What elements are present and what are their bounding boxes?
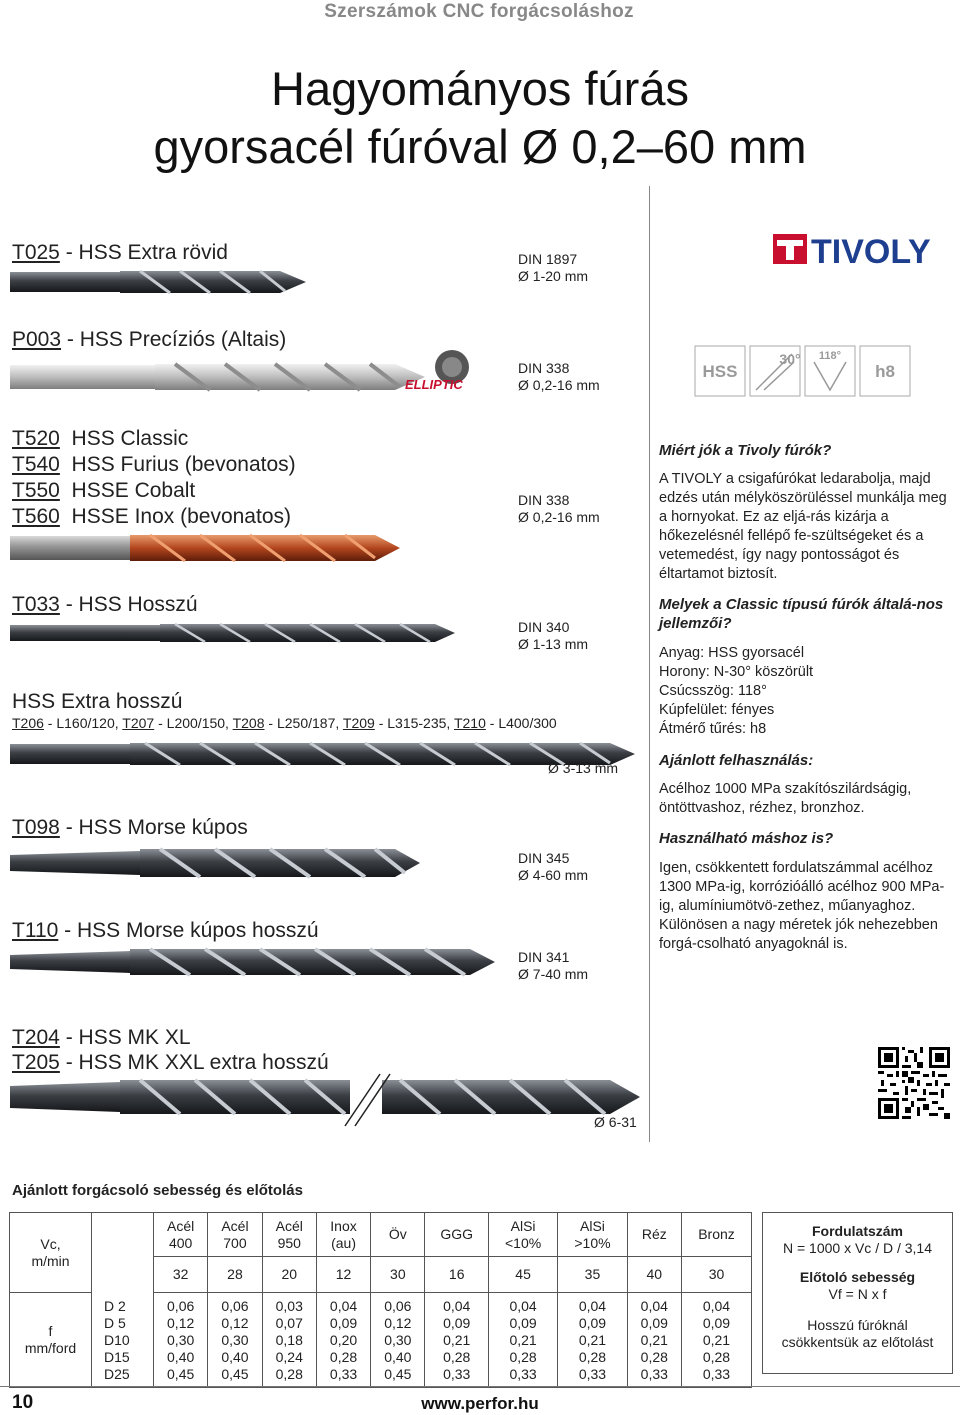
vc-value: 20 (262, 1257, 316, 1293)
page-number: 10 (12, 1392, 34, 1413)
tivoly-mark-icon (773, 232, 948, 266)
groove-angle-label: 30° (779, 351, 801, 367)
info-answer-1: A TIVOLY a csigafúrókat ledarabolja, majd edzés után mélyköszörüléssel munkálja meg a hornyokat. Ez az eljá-rás kizárja a hőkezelésnél fellépő fe-szültségeket és a vetemedést, így nagy pontosságot és éltartamot biztosít. (659, 471, 947, 582)
t098-diameter: Ø 4-60 mm (518, 867, 589, 883)
t560-line (12, 504, 296, 530)
product-name: - HSS Morse kúpos hosszú (58, 919, 319, 942)
variant-code: T210 (453, 715, 486, 731)
drill-image-extra-long (10, 737, 635, 771)
product-t033-title (12, 592, 198, 618)
feed-cell: 0,03 0,07 0,18 0,24 0,28 (262, 1293, 316, 1388)
info-answer-3: Acélhoz 1000 MPa szakítószilárdságig, öntöttvashoz, rézhez, bronzhoz. (659, 781, 912, 816)
material-header: AlSi >10% (558, 1213, 627, 1257)
t098-din: DIN 345 (518, 850, 570, 866)
title-line-2: gyorsacél fúróval Ø 0,2–60 mm (153, 120, 807, 173)
feed-cell: 0,06 0,12 0,30 0,40 0,45 (208, 1293, 262, 1388)
product-name: - HSS Extra rövid (59, 241, 228, 264)
variant-code: T206 (12, 715, 44, 731)
t550-line (12, 478, 296, 504)
drill-image-t205 (10, 1070, 640, 1128)
product-code: T098 (12, 816, 60, 839)
footer-rule (0, 1386, 960, 1387)
info-question-2: Melyek a Classic típusú fúrók általá-nos jellemzői? (659, 596, 944, 632)
diameter-value: D 5 (104, 1315, 126, 1331)
vc-value: 35 (558, 1257, 627, 1293)
vc-value: 32 (154, 1257, 208, 1293)
info-answer-4: Igen, csökkentett fordulatszámmal acélhoz 1300 MPa-ig, korrózióálló acélhoz 900 MPa-ig, alumíniumötvö-zethez, műanyaghoz. Különösen a nagy méretek jók nehezebben forgá-csolható anyagoknál is. (659, 860, 945, 952)
product-p003-title (12, 327, 286, 353)
product-name: HSS Classic (59, 427, 189, 450)
vc-value: 45 (488, 1257, 557, 1293)
title-line-1: Hagyományos fúrás (271, 62, 689, 115)
elliptic-logo-text: ELLIPTIC (405, 377, 463, 392)
feed-cell: 0,04 0,09 0,21 0,28 0,33 (488, 1293, 557, 1388)
vc-label: Vc, m/min (10, 1213, 92, 1293)
vc-value: 12 (316, 1257, 370, 1293)
product-code: T205 (12, 1051, 60, 1074)
material-header: Acél 950 (262, 1213, 316, 1257)
extra-long-variants (12, 715, 557, 732)
diameter-column (92, 1213, 154, 1388)
product-code: T560 (12, 505, 60, 528)
t520-line (12, 426, 296, 452)
t025-din: DIN 1897 (518, 251, 578, 267)
variant-size: - L160/120, (43, 715, 123, 731)
feed-label: f mm/ford (10, 1293, 92, 1388)
rpm-title: Fordulatszám (811, 1223, 903, 1239)
extra-long-diameter: Ø 3-13 mm (548, 760, 619, 776)
product-code: T550 (12, 479, 60, 502)
info-question-1: Miért jók a Tivoly fúrók? (659, 442, 832, 459)
product-code: P003 (12, 328, 62, 351)
product-name: HSS Furius (bevonatos) (59, 453, 296, 476)
feature-icons (694, 344, 948, 400)
cutting-table (9, 1212, 752, 1388)
product-t025-title (12, 240, 228, 266)
feed-cell: 0,06 0,12 0,30 0,40 0,45 (154, 1293, 208, 1388)
material-header: GGG (425, 1213, 488, 1257)
info-question-3: Ajánlott felhasználás: (659, 752, 814, 769)
vc-value: 28 (208, 1257, 262, 1293)
t033-din: DIN 340 (518, 619, 570, 635)
product-name: - HSS Precíziós (Altais) (61, 328, 287, 351)
elliptic-logo (405, 347, 485, 395)
hss-icon-label: HSS (702, 362, 738, 381)
spec-line: Átmérő tűrés: h8 (659, 721, 767, 737)
variant-size: - L315-235, (374, 715, 454, 731)
vc-value: 30 (371, 1257, 425, 1293)
drill-image-t033 (10, 619, 455, 647)
drill-image-t025 (10, 267, 306, 297)
feed-cell: 0,04 0,09 0,21 0,28 0,33 (558, 1293, 627, 1388)
diameter-value: D15 (104, 1349, 130, 1365)
column-divider (649, 186, 650, 1142)
footer-url[interactable]: www.perfor.hu (421, 1394, 539, 1413)
product-code: T540 (12, 453, 60, 476)
spec-line: Kúpfelület: fényes (659, 702, 775, 718)
material-header: Acél 700 (208, 1213, 262, 1257)
spec-line: Anyag: HSS gyorsacél (659, 645, 805, 661)
product-t5xx-list (12, 426, 296, 530)
material-header: Inox (au) (316, 1213, 370, 1257)
feed-cell: 0,04 0,09 0,21 0,28 0,33 (681, 1293, 751, 1388)
feed-cell: 0,04 0,09 0,20 0,28 0,33 (316, 1293, 370, 1388)
variant-size: - L250/187, (264, 715, 343, 731)
point-angle-icon (805, 346, 855, 396)
hss-icon (695, 346, 745, 396)
product-name: HSSE Inox (bevonatos) (59, 505, 291, 528)
feed-formula: Vf = N x f (828, 1286, 887, 1302)
material-header: AlSi <10% (488, 1213, 557, 1257)
feed-cell: 0,04 0,09 0,21 0,28 0,33 (627, 1293, 681, 1388)
diameter-value: D10 (104, 1332, 130, 1348)
product-name: HSSE Cobalt (59, 479, 196, 502)
tolerance-icon (860, 346, 910, 396)
info-answer-2 (659, 644, 949, 739)
product-t098-title (12, 815, 248, 841)
material-header: Öv (371, 1213, 425, 1257)
product-name: - HSS Morse kúpos (59, 816, 248, 839)
t205-diameter: Ø 6-31 (594, 1114, 637, 1130)
variant-size: - L200/150, (154, 715, 233, 731)
t033-diameter: Ø 1-13 mm (518, 636, 589, 652)
product-code: T033 (12, 593, 60, 616)
rpm-formula: N = 1000 x Vc / D / 3,14 (782, 1240, 933, 1256)
product-name: - HSS MK XXL extra hosszú (59, 1051, 329, 1074)
tolerance-label: h8 (875, 362, 895, 381)
product-t204-title (12, 1025, 191, 1051)
info-question-4: Használható máshoz is? (659, 830, 834, 847)
t025-diameter: Ø 1-20 mm (518, 268, 589, 284)
cutting-table-title: Ajánlott forgácsoló sebesség és előtolás (12, 1182, 303, 1199)
product-code: T110 (12, 919, 59, 942)
variant-size: - L400/300 (485, 715, 557, 731)
point-angle-label: 118° (818, 350, 842, 362)
variant-code: T208 (232, 715, 265, 731)
long-drill-note: Hosszú fúróknál csökkentsük az előtolást (781, 1317, 934, 1350)
drill-image-t098 (10, 843, 420, 883)
vc-value: 40 (627, 1257, 681, 1293)
feed-cell: 0,06 0,12 0,30 0,40 0,45 (371, 1293, 425, 1388)
page-title (0, 60, 960, 176)
variant-code: T209 (342, 715, 375, 731)
groove-angle-icon (750, 346, 801, 396)
running-header: Szerszámok CNC forgácsoláshoz (324, 1, 634, 22)
tivoly-logo (773, 232, 948, 266)
product-name: - HSS MK XL (59, 1026, 191, 1049)
product-code: T204 (12, 1026, 60, 1049)
drill-image-t5xx (10, 530, 400, 566)
material-header: Bronz (681, 1213, 751, 1257)
svg-text:TIVOLY: TIVOLY (811, 233, 931, 266)
feed-cell: 0,04 0,09 0,21 0,28 0,33 (425, 1293, 488, 1388)
diameter-value: D 2 (104, 1298, 126, 1314)
vc-value: 16 (425, 1257, 488, 1293)
t110-din: DIN 341 (518, 949, 570, 965)
product-code: T520 (12, 427, 60, 450)
spec-line: Csúcsszög: 118° (659, 683, 767, 699)
t5xx-diameter: Ø 0,2-16 mm (518, 509, 600, 525)
elliptic-badge-icon (405, 347, 485, 395)
variant-code: T207 (122, 715, 155, 731)
formula-box (762, 1212, 953, 1374)
extra-long-title: HSS Extra hosszú (12, 690, 183, 713)
product-t110-title (12, 918, 319, 944)
feed-title: Előtoló sebesség (799, 1269, 916, 1285)
product-code: T025 (12, 241, 60, 264)
p003-diameter: Ø 0,2-16 mm (518, 377, 600, 393)
drill-image-p003 (10, 355, 425, 395)
vc-value: 30 (681, 1257, 751, 1293)
spec-line: Horony: N-30° köszörült (659, 664, 814, 680)
material-header: Réz (627, 1213, 681, 1257)
qr-code-icon (878, 1047, 950, 1119)
product-name: - HSS Hosszú (59, 593, 198, 616)
p003-din: DIN 338 (518, 360, 570, 376)
t5xx-din: DIN 338 (518, 492, 570, 508)
diameter-value: D25 (104, 1366, 130, 1382)
t540-line (12, 452, 296, 478)
drill-image-t110 (10, 944, 495, 980)
material-header: Acél 400 (154, 1213, 208, 1257)
t110-diameter: Ø 7-40 mm (518, 966, 589, 982)
